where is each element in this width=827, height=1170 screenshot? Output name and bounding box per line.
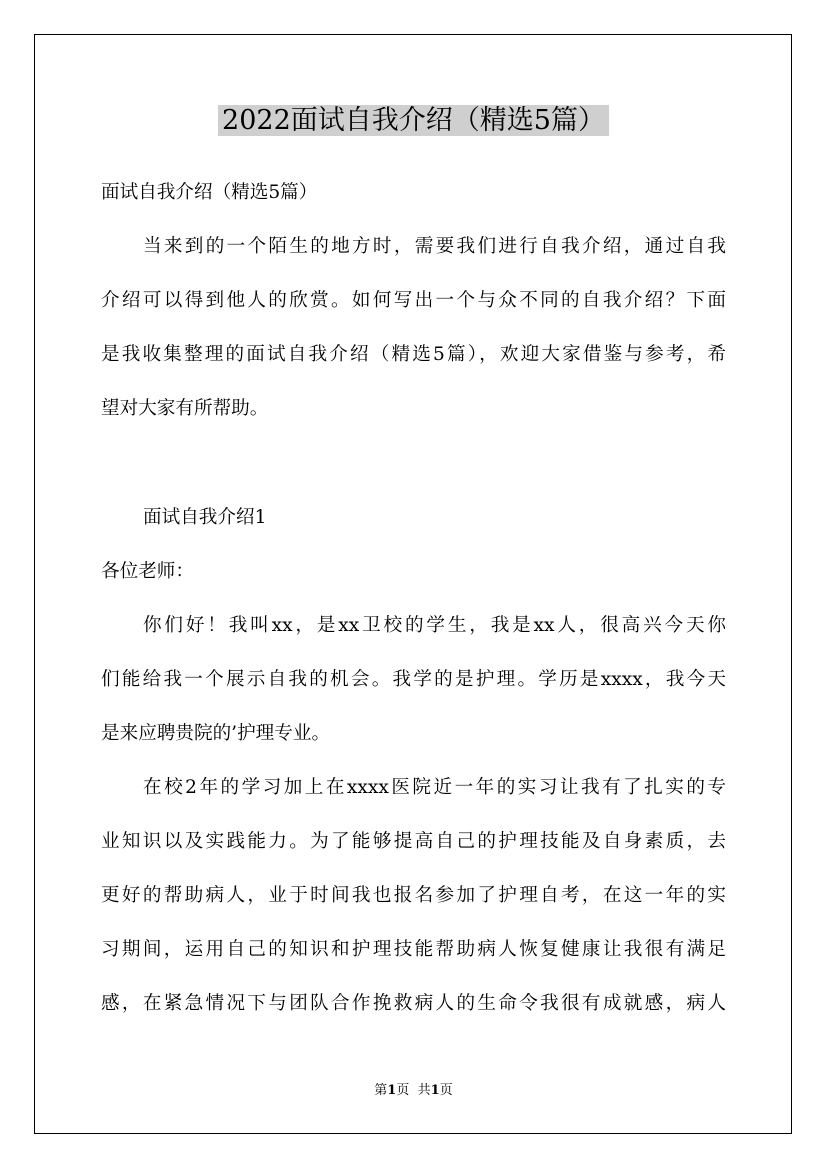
paragraph-line: 更好的帮助病人，业于时间我也报名参加了护理自考，在这一年的实	[101, 885, 726, 906]
footer-total-number: 1	[430, 1083, 440, 1098]
footer-page-number: 1	[387, 1083, 397, 1098]
page-footer	[0, 1081, 827, 1101]
paragraph-line: 感，在紧急情况下与团队合作挽救病人的生命令我很有成就感，病人	[101, 993, 726, 1014]
section-heading: 面试自我介绍1	[143, 507, 267, 528]
paragraph-line: 习期间，运用自己的知识和护理技能帮助病人恢复健康让我很有满足	[101, 939, 726, 960]
footer-total-prefix: 共	[417, 1083, 431, 1098]
document-title	[0, 99, 827, 143]
intro-line: 望对大家有所帮助。	[101, 398, 269, 419]
footer-total-suffix: 页	[439, 1083, 453, 1098]
document-title-text: 2022面试自我介绍（精选5篇）	[218, 105, 609, 136]
greeting: 各位老师：	[101, 561, 194, 582]
intro-line: 介绍可以得到他人的欣赏。如何写出一个与众不同的自我介绍？下面	[101, 290, 726, 311]
paragraph-line: 们能给我一个展示自我的机会。我学的是护理。学历是xxxx，我今天	[101, 669, 726, 690]
paragraph-line: 是来应聘贵院的’护理专业。	[101, 723, 331, 744]
intro-line: 当来到的一个陌生的地方时，需要我们进行自我介绍，通过自我	[143, 236, 726, 257]
paragraph-line: 在校2年的学习加上在xxxx医院近一年的实习让我有了扎实的专	[143, 777, 726, 798]
footer-page-prefix: 第	[374, 1083, 388, 1098]
paragraph-line: 业知识以及实践能力。为了能够提高自己的护理技能及自身素质，去	[101, 831, 726, 852]
intro-line: 是我收集整理的面试自我介绍（精选5篇），欢迎大家借鉴与参考，希	[101, 344, 726, 365]
subtitle: 面试自我介绍（精选5篇）	[101, 182, 318, 203]
footer-page-suffix: 页	[396, 1083, 410, 1098]
paragraph-line: 你们好！我叫xx，是xx卫校的学生，我是xx人，很高兴今天你	[143, 615, 726, 636]
